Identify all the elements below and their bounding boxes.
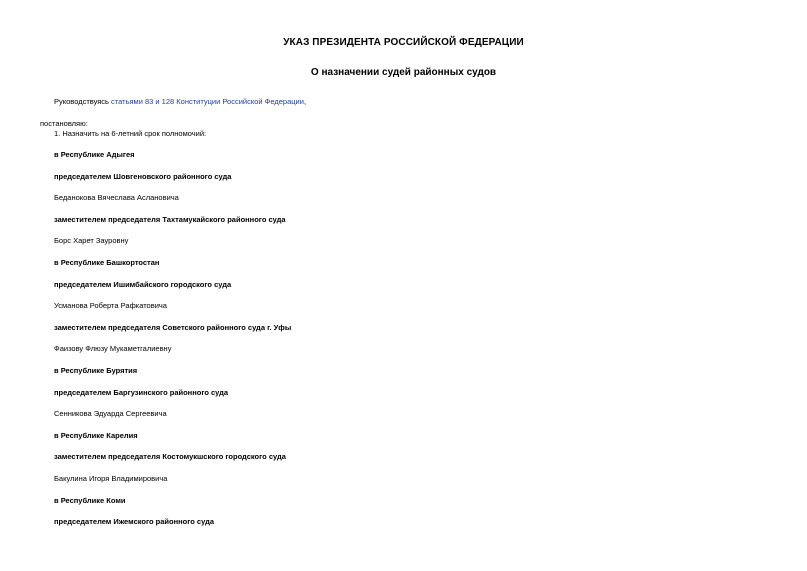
appointment-heading: в Республике Карелия — [54, 430, 138, 440]
appointment-heading: в Республике Башкортостан — [54, 257, 160, 267]
appointment-heading: председателем Ишимбайского городского суда — [54, 279, 232, 289]
appointee-name: Борс Харет Зауровну — [54, 236, 129, 246]
decree-title: УКАЗ ПРЕЗИДЕНТА РОССИЙСКОЙ ФЕДЕРАЦИИ — [283, 37, 524, 48]
appointment-heading: заместителем председателя Советского районного суда г. Уфы — [54, 322, 292, 332]
intro-suffix: , — [303, 97, 307, 106]
appointee-name: Беданокова Вячеслава Аслановича — [54, 193, 179, 203]
appointee-name: Фаизову Флюзу Мукаметгалиевну — [54, 344, 172, 354]
item-1-text: 1. Назначить на 6-летний срок полномочий: — [54, 129, 207, 138]
appointment-heading: председателем Ижемского районного суда — [54, 517, 215, 527]
decree-subtitle: О назначении судей районных судов — [310, 67, 497, 78]
appointment-heading: заместителем председателя Костомукшского городского суда — [54, 452, 286, 462]
intro-paragraph — [54, 97, 306, 106]
appointment-heading: председателем Баргузинского районного суда — [54, 387, 229, 397]
appointee-name: Усманова Роберта Рафкатовича — [54, 301, 167, 311]
resolution-word: постановляю: — [40, 119, 88, 128]
appointment-heading: в Республике Коми — [54, 495, 126, 505]
appointment-heading: председателем Шовгеновского районного суда — [54, 171, 232, 181]
constitution-link[interactable]: статьями 83 и 128 Конституции Российской Федерации — [111, 97, 304, 106]
appointee-name: Бакулина Игоря Владимировича — [54, 473, 168, 483]
appointment-heading: в Республике Адыгея — [54, 150, 135, 159]
appointment-heading: в Республике Бурятия — [54, 365, 138, 375]
intro-prefix: Руководствуясь — [54, 97, 112, 106]
appointment-heading: заместителем председателя Тахтамукайского районного суда — [54, 214, 286, 224]
appointee-name: Сенникова Эдуарда Сергеевича — [54, 409, 167, 419]
appointment-list — [54, 150, 291, 539]
